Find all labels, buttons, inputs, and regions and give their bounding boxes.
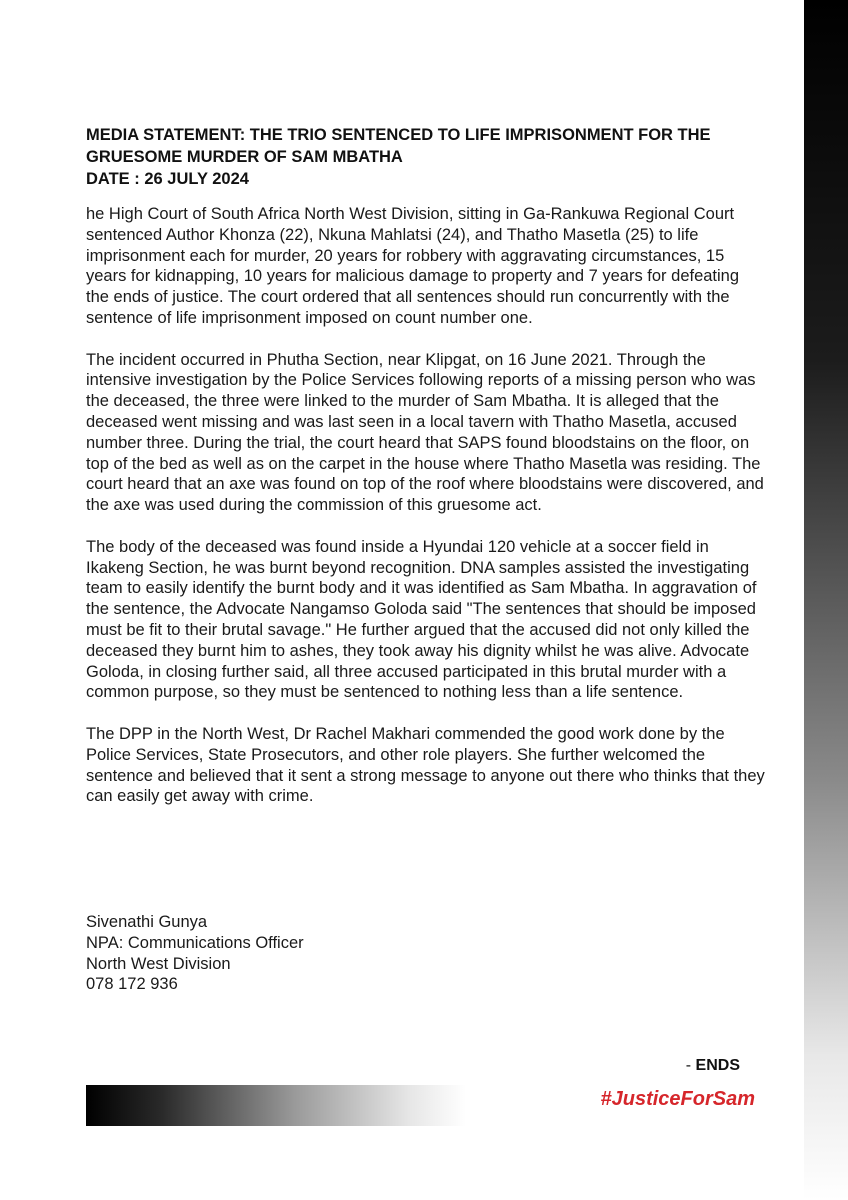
right-gradient-bar xyxy=(804,0,848,1200)
statement-date: DATE : 26 JULY 2024 xyxy=(86,170,249,188)
statement-title-line-1: MEDIA STATEMENT: THE TRIO SENTENCED TO LIFE IMPRISONMENT FOR THE xyxy=(86,126,711,144)
statement-header xyxy=(86,124,766,190)
signatory-role: NPA: Communications Officer xyxy=(86,933,304,952)
signatory-phone: 078 172 936 xyxy=(86,975,178,994)
paragraph-body-found: The body of the deceased was found inside a Hyundai 120 vehicle at a soccer field in Ikakeng Section, he was burnt beyond recognition. DNA samples assisted the investigating team to easily identify the burnt body and it was identified as Sam Mbatha. In aggravation of the sentence, the Advocate Nangamso Goloda said "The sentences that should be imposed must be fit to their brutal savage." He further argued that the accused did not only killed the deceased they burnt him to ashes, they took away his dignity whilst he was alive. Advocate Goloda, in closing further said, all three accused participated in this brutal murder with a common purpose, so they must be sentenced to nothing less than a life sentence. xyxy=(86,537,757,702)
paragraph-dpp-comment: The DPP in the North West, Dr Rachel Makhari commended the good work done by the Police Services, State Prosecutors, and other role players. She further welcomed the sentence and believed that it sent a strong message to anyone out there who thinks that they can easily get away with crime. xyxy=(86,724,765,806)
ends-marker xyxy=(686,1057,740,1075)
signature-block xyxy=(86,912,304,995)
ends-prefix: - xyxy=(685,1057,696,1074)
ends-label: ENDS xyxy=(695,1057,740,1074)
statement-body xyxy=(86,204,766,828)
paragraph-sentencing: he High Court of South Africa North West Division, sitting in Ga-Rankuwa Regional Court sentenced Author Khonza (22), Nkuna Mahlatsi (24), and Thatho Masetla (25) to life imprisonment each for murder, 20 years for robbery with aggravating circumstances, 15 years for kidnapping, 10 years for malicious damage to property and 7 years for defeating the ends of justice. The court ordered that all sentences should run concurrently with the sentence of life imprisonment imposed on count number one. xyxy=(86,205,740,327)
paragraph-incident: The incident occurred in Phutha Section, near Klipgat, on 16 June 2021. Through the intensive investigation by the Police Services following reports of a missing person who was the deceased, the three were linked to the murder of Sam Mbatha. It is alleged that the deceased went missing and was last seen in a local tavern with Thatho Masetla, accused number three. During the trial, the court heard that SAPS found bloodstains on the floor, on top of the bed as well as on the carpet in the house where Thatho Masetla was residing. The court heard that an axe was found on top of the roof where bloodstains were discovered, and the axe was used during the commission of this gruesome act. xyxy=(86,350,764,515)
signatory-division: North West Division xyxy=(86,954,231,973)
bottom-gradient-bar xyxy=(86,1085,466,1126)
statement-title-line-2: GRUESOME MURDER OF SAM MBATHA xyxy=(86,148,403,166)
signatory-name: Sivenathi Gunya xyxy=(86,913,208,931)
hashtag-justice-for-sam: #JusticeForSam xyxy=(600,1088,755,1110)
